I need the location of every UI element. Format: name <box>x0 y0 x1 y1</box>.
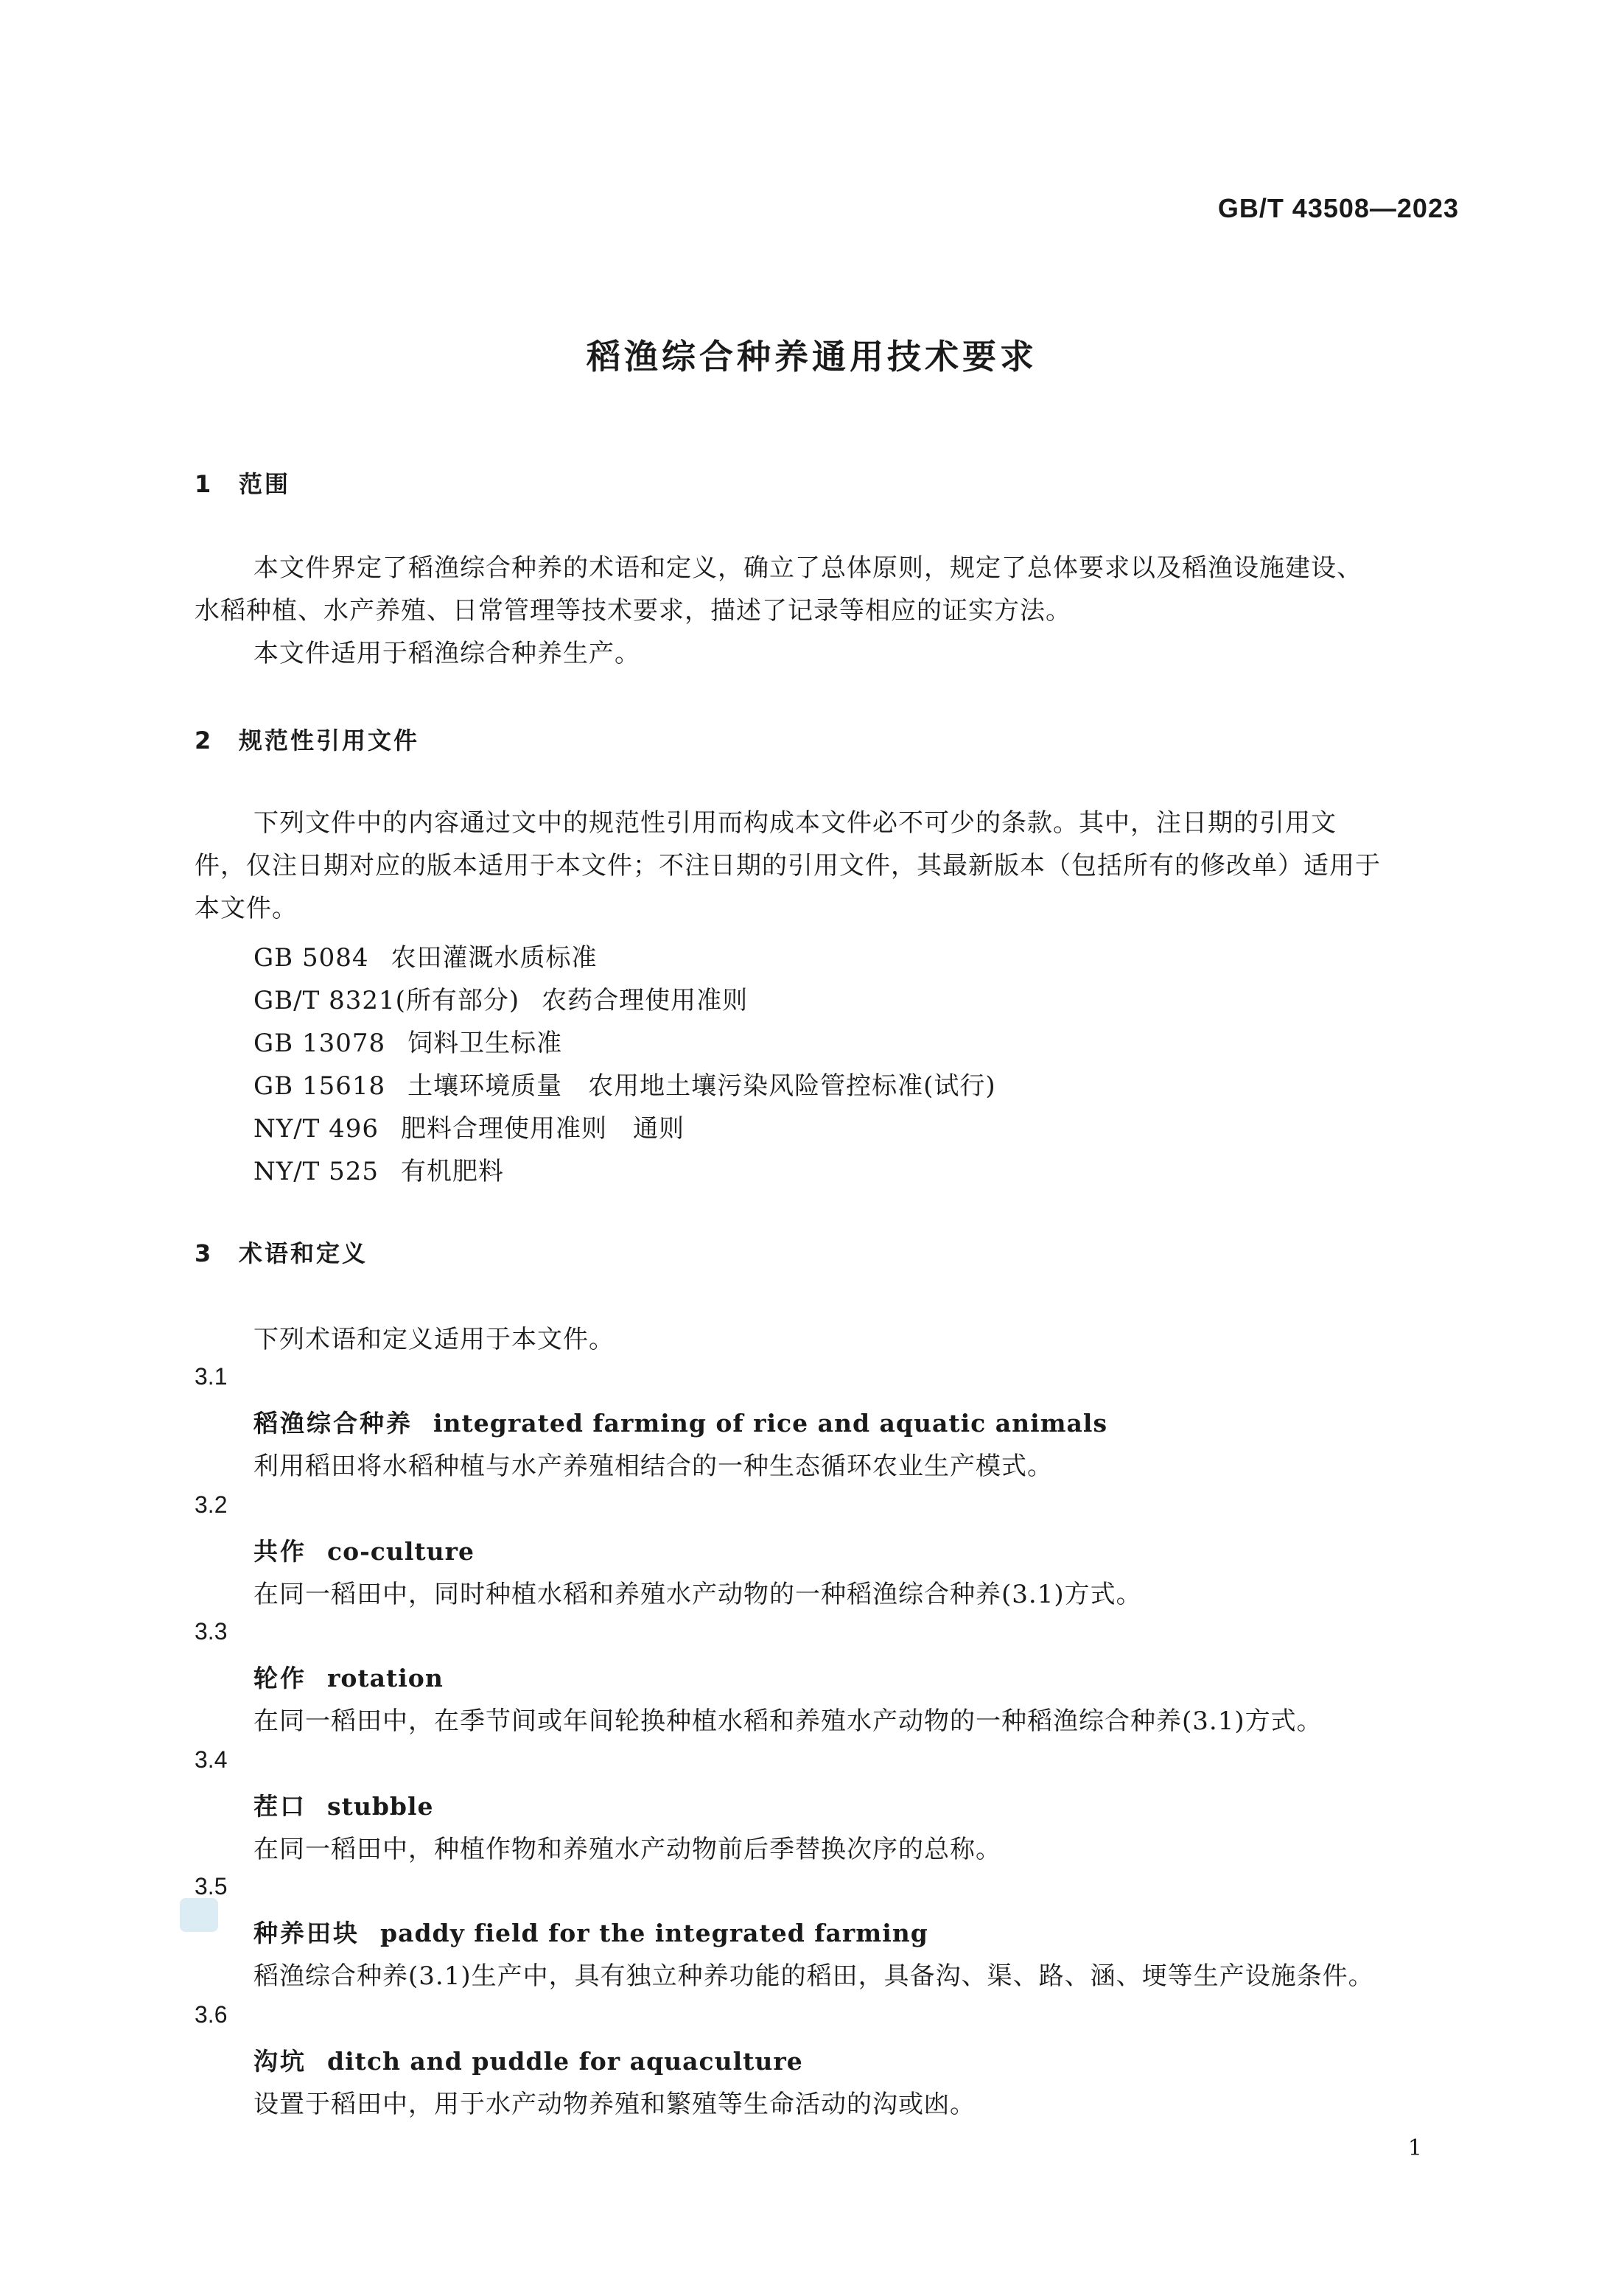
term-entry <box>253 1659 444 1694</box>
page-number: 1 <box>1407 2135 1422 2161</box>
reference-item <box>253 1065 996 1102</box>
term-number: 3.1 <box>195 1363 228 1390</box>
term-zh: 共作 <box>253 1537 307 1566</box>
paragraph-line: 下列文件中的内容通过文中的规范性引用而构成本文件必不可少的条款。其中，注日期的引用文 <box>253 808 1337 838</box>
reference-code: GB 5084 <box>253 943 369 973</box>
reference-title: 饲料卫生标准 <box>407 1029 563 1058</box>
term-number: 3.2 <box>195 1491 228 1518</box>
term-entry <box>253 1914 928 1949</box>
reference-code: GB 15618 <box>253 1071 386 1101</box>
term-entry <box>253 2042 803 2077</box>
paragraph-line: 水稻种植、水产养殖、日常管理等技术要求，描述了记录等相应的证实方法。 <box>195 596 1071 626</box>
reference-item <box>253 1023 562 1059</box>
references-intro <box>195 802 1460 930</box>
term-number: 3.5 <box>195 1873 228 1900</box>
section-title: 规范性引用文件 <box>239 727 420 755</box>
term-zh: 稻渔综合种养 <box>253 1409 413 1438</box>
term-en: paddy field for the integrated farming <box>380 1919 928 1947</box>
reference-code: GB/T 8321(所有部分) <box>253 986 520 1015</box>
section-heading-terms <box>195 1235 368 1269</box>
reference-title: 有机肥料 <box>401 1157 505 1186</box>
term-zh: 茬口 <box>253 1792 307 1821</box>
reference-title: 农药合理使用准则 <box>542 986 749 1015</box>
term-entry <box>253 1788 434 1822</box>
term-en: rotation <box>327 1664 444 1692</box>
section-number: 1 <box>195 470 214 498</box>
term-definition: 在同一稻田中，种植作物和养殖水产动物前后季替换次序的总称。 <box>253 1835 1001 1864</box>
term-en: ditch and puddle for aquaculture <box>327 2047 803 2076</box>
paragraph-line: 本文件适用于稻渔综合种养生产。 <box>253 639 640 668</box>
reference-title: 土壤环境质量 农用地土壤污染风险管控标准(试行) <box>407 1071 996 1101</box>
reference-code: NY/T 525 <box>253 1157 379 1186</box>
term-en: integrated farming of rice and aquatic animals <box>433 1409 1108 1438</box>
reference-item <box>253 1108 685 1144</box>
term-en: stubble <box>327 1792 434 1821</box>
document-title: 稻渔综合种养通用技术要求 <box>587 337 1037 377</box>
reference-item <box>253 1151 504 1187</box>
term-number: 3.6 <box>195 2001 228 2028</box>
term-entry <box>253 1404 1107 1439</box>
term-number: 3.4 <box>195 1746 228 1773</box>
reference-code: GB 13078 <box>253 1029 386 1058</box>
scope-paragraph <box>195 547 1460 675</box>
paragraph-line: 本文件。 <box>195 894 298 923</box>
term-zh: 沟坑 <box>253 2047 307 2076</box>
reference-title: 肥料合理使用准则 通则 <box>401 1114 685 1144</box>
section-number: 2 <box>195 727 214 755</box>
section-heading-scope <box>195 466 290 500</box>
standard-number: GB/T 43508—2023 <box>1217 193 1459 223</box>
term-number: 3.3 <box>195 1618 228 1645</box>
reference-code: NY/T 496 <box>253 1114 379 1144</box>
term-entry <box>253 1533 475 1567</box>
section-heading-normative-references <box>195 722 419 756</box>
reference-item <box>253 937 597 973</box>
reference-title: 农田灌溉水质标准 <box>391 943 598 973</box>
term-definition: 在同一稻田中，同时种植水稻和养殖水产动物的一种稻渔综合种养(3.1)方式。 <box>253 1580 1142 1609</box>
term-definition: 稻渔综合种养(3.1)生产中，具有独立种养功能的稻田，具备沟、渠、路、涵、埂等生产设施条件。 <box>253 1961 1374 1991</box>
section-number: 3 <box>195 1239 214 1267</box>
section-title: 范围 <box>239 470 291 498</box>
section-title: 术语和定义 <box>239 1239 368 1267</box>
terms-intro: 下列术语和定义适用于本文件。 <box>253 1325 615 1354</box>
term-zh: 轮作 <box>253 1664 307 1692</box>
watermark-stamp <box>180 1898 218 1932</box>
term-definition: 在同一稻田中，在季节间或年间轮换种植水稻和养殖水产动物的一种稻渔综合种养(3.1)方式。 <box>253 1706 1323 1736</box>
term-definition: 设置于稻田中，用于水产动物养殖和繁殖等生命活动的沟或凼。 <box>253 2090 976 2119</box>
reference-item <box>253 980 748 1016</box>
term-zh: 种养田块 <box>253 1919 360 1947</box>
paragraph-line: 件，仅注日期对应的版本适用于本文件；不注日期的引用文件，其最新版本（包括所有的修改单）适用于 <box>195 851 1381 881</box>
term-definition: 利用稻田将水稻种植与水产养殖相结合的一种生态循环农业生产模式。 <box>253 1452 1053 1481</box>
paragraph-line: 本文件界定了稻渔综合种养的术语和定义，确立了总体原则，规定了总体要求以及稻渔设施建设、 <box>253 553 1362 583</box>
term-en: co-culture <box>327 1537 475 1566</box>
